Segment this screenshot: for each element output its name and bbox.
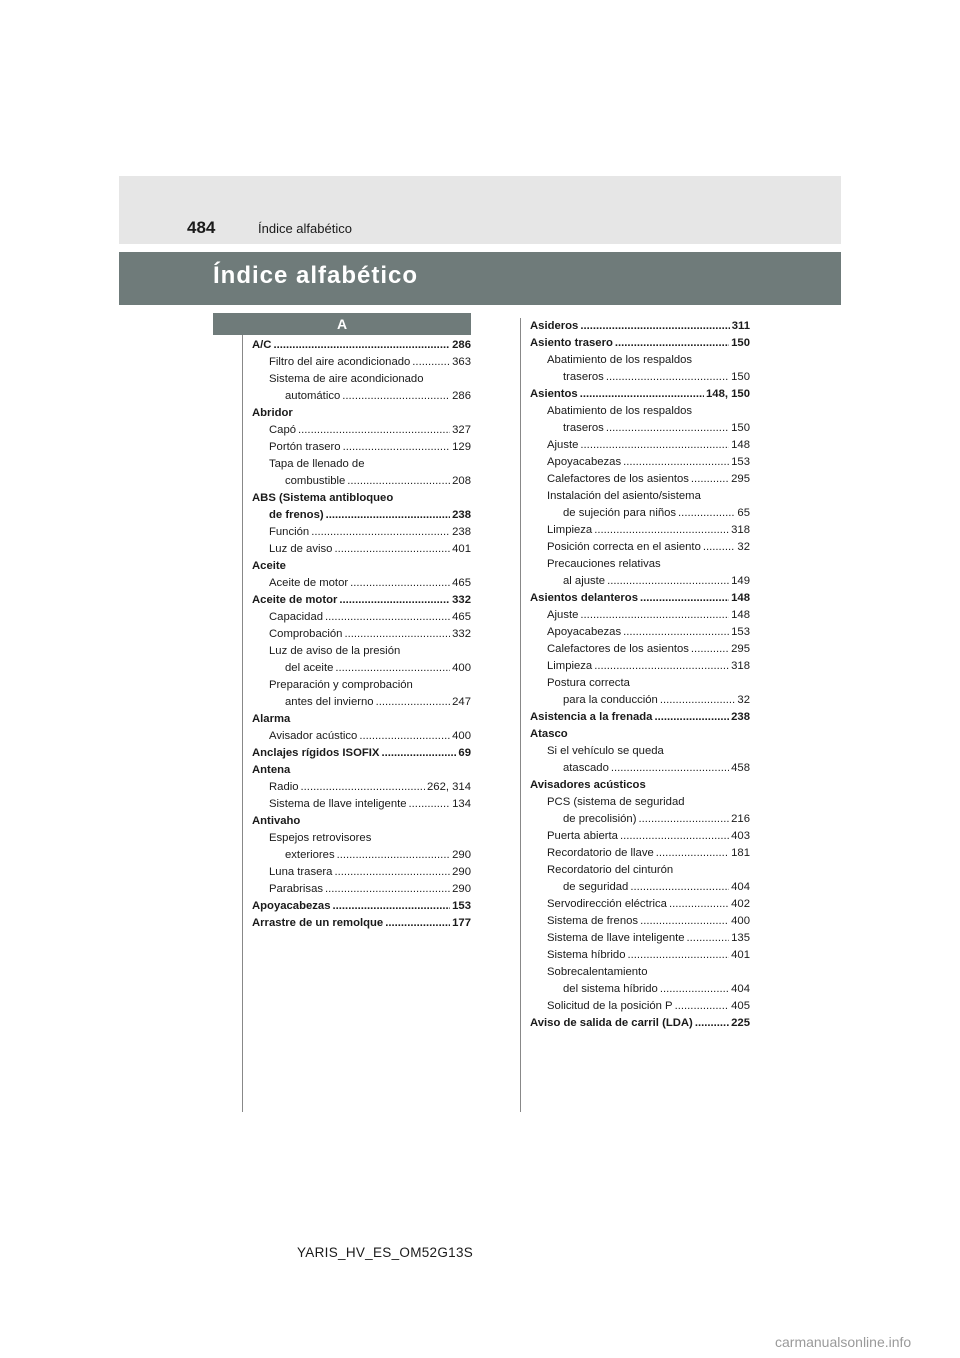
leader-dots — [687, 930, 730, 947]
index-entry-page: 247 — [452, 696, 471, 708]
index-entry — [530, 811, 750, 828]
leader-dots — [695, 1015, 729, 1032]
index-entry-label: Aceite de motor — [252, 594, 338, 606]
index-entry — [530, 794, 750, 811]
index-entry — [530, 437, 750, 454]
index-entry-page: 153 — [731, 626, 750, 638]
document-code: YARIS_HV_ES_OM52G13S — [297, 1245, 474, 1260]
index-entry-page: 295 — [731, 473, 750, 485]
index-entry — [530, 879, 750, 896]
index-entry-label: Asistencia a la frenada — [530, 711, 653, 723]
leader-dots — [678, 505, 735, 522]
index-entry — [252, 609, 471, 626]
index-entry-label: Abatimiento de los respaldos — [547, 354, 693, 366]
index-entry — [252, 354, 471, 371]
right-column-divider — [520, 318, 521, 1112]
index-entry — [530, 998, 750, 1015]
index-entry-page: 225 — [731, 1017, 750, 1029]
leader-dots — [409, 796, 451, 813]
index-entry-page: 65 — [737, 507, 750, 519]
index-entry-label: Sobrecalentamiento — [547, 966, 648, 978]
index-entry-label: Si el vehículo se queda — [547, 745, 664, 757]
index-entry — [530, 658, 750, 675]
index-entry — [530, 709, 750, 726]
index-entry — [252, 813, 471, 830]
index-entry — [530, 454, 750, 471]
index-entry — [252, 660, 471, 677]
index-entry-page: 332 — [452, 628, 471, 640]
index-entry-page: 153 — [452, 900, 471, 912]
index-entry-page: 148, 150 — [706, 388, 750, 400]
index-entry-label: atascado — [563, 762, 609, 774]
leader-dots — [273, 337, 450, 354]
index-entry-page: 401 — [731, 949, 750, 961]
index-entry — [530, 318, 750, 335]
index-entry-page: 363 — [452, 356, 471, 368]
index-entry-label: Sistema de frenos — [547, 915, 639, 927]
leader-dots — [594, 522, 729, 539]
index-entry-page: 148 — [731, 592, 750, 604]
index-entry — [252, 881, 471, 898]
index-entry-page: 208 — [452, 475, 471, 487]
index-entry-label: Aceite — [252, 560, 286, 572]
leader-dots — [347, 473, 450, 490]
index-entry-page: 311 — [731, 320, 750, 332]
index-entry-page: 69 — [458, 747, 471, 759]
index-entry-label: Apoyacabezas — [547, 456, 622, 468]
leader-dots — [326, 507, 451, 524]
leader-dots — [615, 335, 729, 352]
index-entry-label: Calefactores de los asientos — [547, 473, 689, 485]
index-entry-label: Recordatorio de llave — [547, 847, 654, 859]
leader-dots — [311, 524, 450, 541]
index-entry-label: Luz de aviso — [269, 543, 333, 555]
index-entry — [252, 728, 471, 745]
index-entry — [252, 694, 471, 711]
index-entry-label: antes del invierno — [285, 696, 374, 708]
index-entry — [252, 779, 471, 796]
index-entry-page: 149 — [731, 575, 750, 587]
index-entry-label: Comprobación — [269, 628, 343, 640]
leader-dots — [335, 660, 450, 677]
index-entry — [252, 456, 471, 473]
index-entry-page: 318 — [731, 660, 750, 672]
index-entry — [530, 607, 750, 624]
index-entry — [252, 762, 471, 779]
index-entry-page: 318 — [731, 524, 750, 536]
index-entry-label: Sistema híbrido — [547, 949, 626, 961]
index-entry-label: de precolisión) — [563, 813, 637, 825]
index-entry-label: del aceite — [285, 662, 334, 674]
index-entry — [530, 726, 750, 743]
index-entry-label: Aviso de salida de carril (LDA) — [530, 1017, 693, 1029]
leader-dots — [606, 369, 729, 386]
index-entry — [530, 692, 750, 709]
index-entry-label: Alarma — [252, 713, 291, 725]
index-entry — [252, 830, 471, 847]
leader-dots — [638, 811, 729, 828]
index-entry-label: Precauciones relativas — [547, 558, 661, 570]
index-entry — [252, 371, 471, 388]
index-entry-label: Asideros — [530, 320, 579, 332]
index-entry — [530, 522, 750, 539]
index-entry-page: 148 — [731, 439, 750, 451]
index-entry-label: Asientos — [530, 388, 578, 400]
index-entry — [530, 981, 750, 998]
leader-dots — [607, 573, 729, 590]
index-entry-label: Atasco — [530, 728, 568, 740]
index-entry-page: 327 — [452, 424, 471, 436]
index-entry-label: Apoyacabezas — [252, 900, 331, 912]
index-entry — [252, 677, 471, 694]
index-entry-label: Antivaho — [252, 815, 301, 827]
watermark: carmanualsonline.info — [775, 1334, 912, 1350]
index-entry-label: ABS (Sistema antibloqueo — [252, 492, 394, 504]
index-entry — [530, 624, 750, 641]
leader-dots — [342, 388, 450, 405]
index-entry-page: 32 — [737, 694, 750, 706]
index-entry-page: 177 — [452, 917, 471, 929]
index-entry — [530, 590, 750, 607]
index-entry — [252, 575, 471, 592]
index-entry-page: 238 — [452, 509, 471, 521]
leader-dots — [580, 437, 729, 454]
leader-dots — [656, 845, 729, 862]
index-entry-page: 153 — [731, 456, 750, 468]
index-entry-label: Preparación y comprobación — [269, 679, 413, 691]
index-entry-page: 238 — [452, 526, 471, 538]
index-right-column — [530, 318, 750, 1032]
leader-dots — [339, 592, 450, 609]
index-entry-page: 404 — [731, 881, 750, 893]
index-entry-label: Solicitud de la posición P — [547, 1000, 673, 1012]
index-entry — [252, 745, 471, 762]
leader-dots — [623, 624, 729, 641]
header-section-title: Índice alfabético — [258, 221, 352, 236]
leader-dots — [691, 471, 729, 488]
index-entry-page: 129 — [452, 441, 471, 453]
leader-dots — [630, 879, 729, 896]
index-entry-label: Radio — [269, 781, 299, 793]
index-entry-page: 403 — [731, 830, 750, 842]
index-entry-label: traseros — [563, 422, 604, 434]
index-entry-label: Capó — [269, 424, 297, 436]
index-entry-page: 465 — [452, 611, 471, 623]
index-left-column — [252, 337, 471, 932]
index-entry — [530, 352, 750, 369]
leader-dots — [640, 913, 729, 930]
index-entry — [252, 541, 471, 558]
index-entry-label: Filtro del aire acondicionado — [269, 356, 411, 368]
index-entry-page: 135 — [731, 932, 750, 944]
index-entry-page: 148 — [731, 609, 750, 621]
index-entry-label: Recordatorio del cinturón — [547, 864, 674, 876]
leader-dots — [640, 590, 729, 607]
index-entry-page: 458 — [731, 762, 750, 774]
index-entry — [252, 490, 471, 507]
index-entry — [252, 558, 471, 575]
index-entry-label: Puerta abierta — [547, 830, 618, 842]
leader-dots — [334, 541, 450, 558]
index-entry — [252, 711, 471, 728]
index-entry-label: Posición correcta en el asiento — [547, 541, 701, 553]
leader-dots — [691, 641, 729, 658]
index-entry-page: 400 — [731, 915, 750, 927]
index-letter-header: A — [213, 313, 471, 335]
index-entry — [530, 913, 750, 930]
index-entry — [530, 505, 750, 522]
index-entry-label: traseros — [563, 371, 604, 383]
index-entry — [530, 573, 750, 590]
index-entry-page: 290 — [452, 849, 471, 861]
leader-dots — [359, 728, 450, 745]
leader-dots — [298, 422, 450, 439]
index-entry-label: de frenos) — [269, 509, 324, 521]
leader-dots — [669, 896, 729, 913]
index-entry — [252, 915, 471, 932]
leader-dots — [325, 609, 450, 626]
leader-dots — [623, 454, 729, 471]
index-entry-label: Arrastre de un remolque — [252, 917, 384, 929]
index-entry-label: Avisador acústico — [269, 730, 358, 742]
index-entry-page: 400 — [452, 662, 471, 674]
index-entry — [252, 626, 471, 643]
index-entry-label: para la conducción — [563, 694, 658, 706]
index-entry — [530, 930, 750, 947]
leader-dots — [325, 881, 450, 898]
index-entry — [530, 556, 750, 573]
index-entry — [530, 335, 750, 352]
leader-dots — [660, 981, 729, 998]
index-entry-label: Luz de aviso de la presión — [269, 645, 401, 657]
leader-dots — [620, 828, 729, 845]
index-entry-label: Limpieza — [547, 524, 593, 536]
index-entry — [252, 847, 471, 864]
index-entry-label: Función — [269, 526, 310, 538]
index-entry-page: 290 — [452, 883, 471, 895]
left-column-divider — [242, 335, 243, 1112]
index-entry-page: 150 — [731, 422, 750, 434]
index-entry — [530, 403, 750, 420]
index-entry-label: de sujeción para niños — [563, 507, 677, 519]
leader-dots — [333, 898, 451, 915]
leader-dots — [606, 420, 729, 437]
leader-dots — [344, 626, 450, 643]
index-entry — [252, 592, 471, 609]
index-entry-label: exteriores — [285, 849, 335, 861]
index-entry — [530, 743, 750, 760]
leader-dots — [660, 692, 736, 709]
index-entry-page: 401 — [452, 543, 471, 555]
index-entry-page: 150 — [731, 371, 750, 383]
index-entry-page: 216 — [731, 813, 750, 825]
index-entry — [252, 796, 471, 813]
index-entry-label: Ajuste — [547, 439, 579, 451]
index-entry — [530, 471, 750, 488]
index-entry — [530, 845, 750, 862]
index-entry — [530, 369, 750, 386]
index-entry — [530, 964, 750, 981]
leader-dots — [385, 915, 450, 932]
index-entry — [530, 386, 750, 403]
index-entry-page: 295 — [731, 643, 750, 655]
index-entry-label: Abridor — [252, 407, 293, 419]
index-entry-page: 402 — [731, 898, 750, 910]
index-entry-label: Capacidad — [269, 611, 324, 623]
leader-dots — [654, 709, 729, 726]
index-entry-label: de seguridad — [563, 881, 629, 893]
index-entry-label: Limpieza — [547, 660, 593, 672]
index-entry — [530, 675, 750, 692]
index-entry-page: 286 — [452, 390, 471, 402]
leader-dots — [301, 779, 425, 796]
index-entry-label: Calefactores de los asientos — [547, 643, 689, 655]
leader-dots — [376, 694, 451, 711]
index-entry-page: 134 — [452, 798, 471, 810]
index-entry-page: 238 — [731, 711, 750, 723]
index-entry — [252, 473, 471, 490]
index-entry-page: 332 — [452, 594, 471, 606]
index-entry-label: Sistema de llave inteligente — [269, 798, 407, 810]
index-entry-label: Tapa de llenado de — [269, 458, 365, 470]
index-entry-page: 286 — [452, 339, 471, 351]
index-entry-label: Instalación del asiento/sistema — [547, 490, 701, 502]
index-entry-label: Portón trasero — [269, 441, 341, 453]
index-entry-label: Luna trasera — [269, 866, 333, 878]
index-entry-page: 32 — [737, 541, 750, 553]
index-entry-label: al ajuste — [563, 575, 606, 587]
index-entry — [530, 760, 750, 777]
index-entry — [252, 643, 471, 660]
index-entry — [252, 898, 471, 915]
leader-dots — [350, 575, 450, 592]
index-entry-page: 404 — [731, 983, 750, 995]
index-entry — [530, 641, 750, 658]
index-entry — [530, 420, 750, 437]
index-entry-page: 405 — [731, 1000, 750, 1012]
index-entry-page: 465 — [452, 577, 471, 589]
index-entry-label: Apoyacabezas — [547, 626, 622, 638]
index-entry-label: Aceite de motor — [269, 577, 349, 589]
index-entry — [252, 337, 471, 354]
leader-dots — [580, 318, 729, 335]
leader-dots — [337, 847, 451, 864]
index-entry — [530, 1015, 750, 1032]
index-entry — [252, 507, 471, 524]
leader-dots — [594, 658, 729, 675]
leader-dots — [381, 745, 456, 762]
index-entry — [252, 388, 471, 405]
leader-dots — [703, 539, 736, 556]
index-entry-label: combustible — [285, 475, 346, 487]
index-entry-label: Anclajes rígidos ISOFIX — [252, 747, 380, 759]
index-entry-label: Asiento trasero — [530, 337, 613, 349]
page-number: 484 — [187, 218, 216, 237]
index-entry-label: automático — [285, 390, 341, 402]
index-entry-label: A/C — [252, 339, 272, 351]
index-entry — [530, 777, 750, 794]
leader-dots — [580, 386, 704, 403]
index-entry — [252, 524, 471, 541]
index-entry — [530, 539, 750, 556]
index-entry — [252, 439, 471, 456]
leader-dots — [675, 998, 730, 1015]
leader-dots — [412, 354, 450, 371]
index-entry-page: 290 — [452, 866, 471, 878]
index-entry-page: 400 — [452, 730, 471, 742]
index-entry-label: Sistema de aire acondicionado — [269, 373, 424, 385]
leader-dots — [343, 439, 451, 456]
index-entry-label: del sistema híbrido — [563, 983, 658, 995]
index-entry-page: 262, 314 — [427, 781, 471, 793]
leader-dots — [580, 607, 729, 624]
leader-dots — [628, 947, 730, 964]
index-entry — [252, 405, 471, 422]
index-entry-page: 150 — [731, 337, 750, 349]
index-entry-label: PCS (sistema de seguridad — [547, 796, 685, 808]
index-entry — [530, 488, 750, 505]
index-entry-label: Asientos delanteros — [530, 592, 638, 604]
index-entry-label: Sistema de llave inteligente — [547, 932, 685, 944]
index-entry-label: Parabrisas — [269, 883, 323, 895]
index-entry — [530, 862, 750, 879]
page-title: Índice alfabético — [213, 262, 419, 289]
leader-dots — [334, 864, 450, 881]
header-band — [119, 176, 841, 244]
index-entry-label: Antena — [252, 764, 291, 776]
index-entry-label: Ajuste — [547, 609, 579, 621]
index-entry-label: Servodirección eléctrica — [547, 898, 667, 910]
index-entry — [530, 947, 750, 964]
index-entry-page: 181 — [731, 847, 750, 859]
index-entry — [530, 896, 750, 913]
index-entry-label: Abatimiento de los respaldos — [547, 405, 693, 417]
index-entry-label: Avisadores acústicos — [530, 779, 646, 791]
index-entry — [252, 422, 471, 439]
index-entry — [252, 864, 471, 881]
leader-dots — [611, 760, 729, 777]
index-entry-label: Espejos retrovisores — [269, 832, 372, 844]
index-entry — [530, 828, 750, 845]
index-entry-label: Postura correcta — [547, 677, 630, 689]
